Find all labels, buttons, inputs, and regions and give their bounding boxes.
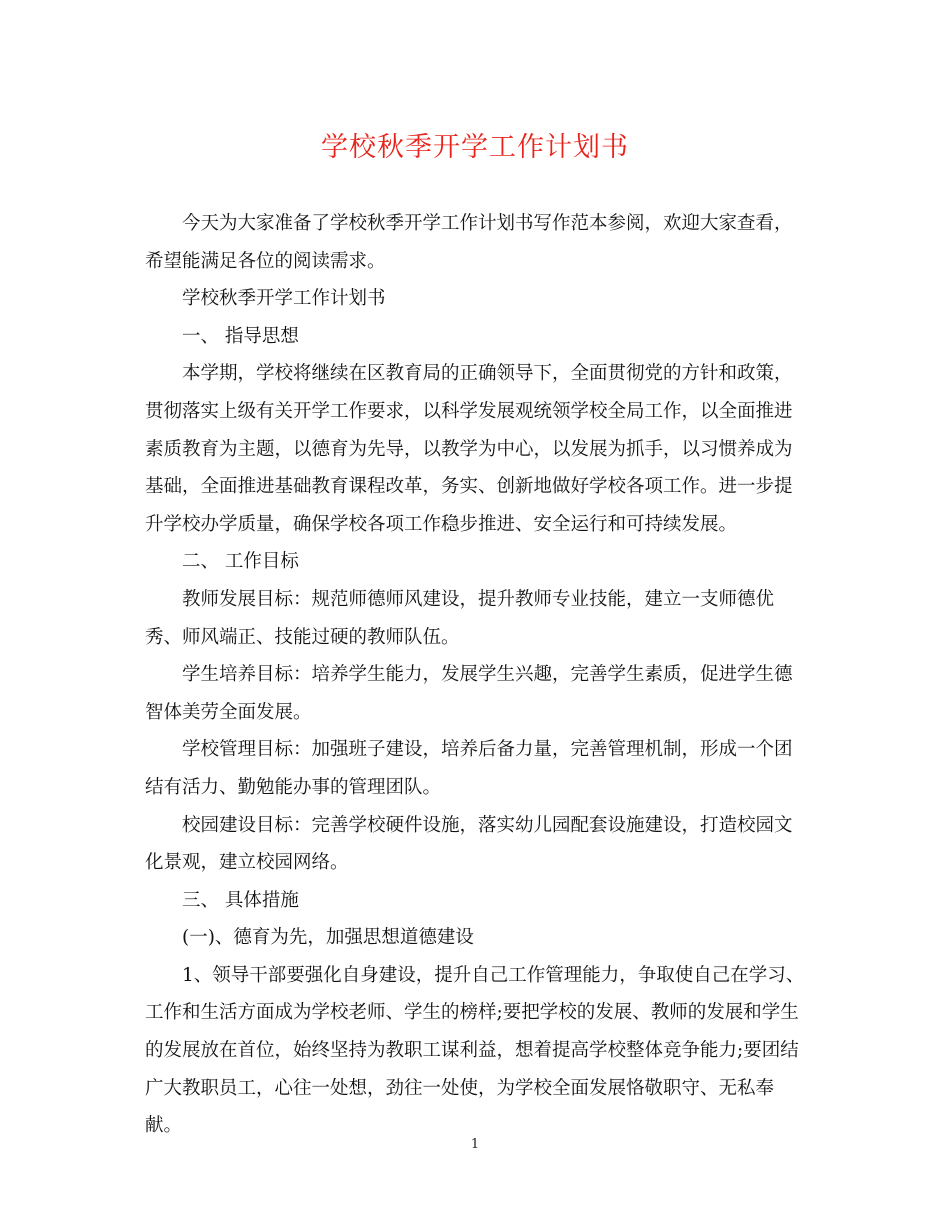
teacher-goal-paragraph: 教师发展目标：规范师德师风建设，提升教师专业技能，建立一支师德优秀、师风端正、技能过硬的教师队伍。 [145,588,775,648]
measure-1-paragraph: 1、领导干部要强化自身建设，提升自己工作管理能力，争取使自己在学习、工作和生活方面成为学校老师、学生的榜样;要把学校的发展、教师的发展和学生的发展放在首位，始终坚持为教职工谋利益，想着提高学校整体竞争能力;要团结广大教职员工，心往一处想，劲往一处使，为学校全面发展恪敬职守、无私奉献。 [145,964,805,1137]
intro-paragraph: 今天为大家准备了学校秋季开学工作计划书写作范本参阅，欢迎大家查看，希望能满足各位的阅读需求。 [145,213,793,272]
subtitle-paragraph: 学校秋季开学工作计划书 [182,288,386,310]
section-heading-guiding-ideology: 一、 指导思想 [182,325,299,347]
subsection-heading-moral-education: (一)、德育为先，加强思想道德建设 [182,927,474,949]
document-title: 学校秋季开学工作计划书 [321,132,629,163]
guiding-ideology-paragraph: 本学期，学校将继续在区教育局的正确领导下，全面贯彻党的方针和政策，贯彻落实上级有关开学工作要求，以科学发展观统领学校全局工作，以全面推进素质教育为主题，以德育为先导，以教学为中心，以发展为抓手，以习惯养成为基础，全面推进基础教育课程改革，务实、创新地做好学校各项工作。进一步提升学校办学质量，确保学校各项工作稳步推进、安全运行和可持续发展。 [145,363,793,535]
student-goal-paragraph: 学生培养目标：培养学生能力，发展学生兴趣，完善学生素质，促进学生德智体美劳全面发展。 [145,664,793,723]
document-body [145,205,805,1145]
section-heading-measures: 三、 具体措施 [182,889,299,911]
management-goal-paragraph: 学校管理目标：加强班子建设，培养后备力量，完善管理机制，形成一个团结有活力、勤勉能办事的管理团队。 [145,739,793,798]
page-number: 1 [470,1137,480,1152]
section-heading-work-goals: 二、 工作目标 [182,551,299,573]
campus-goal-paragraph: 校园建设目标：完善学校硬件设施，落实幼儿园配套设施建设，打造校园文化景观，建立校园网络。 [145,814,793,874]
